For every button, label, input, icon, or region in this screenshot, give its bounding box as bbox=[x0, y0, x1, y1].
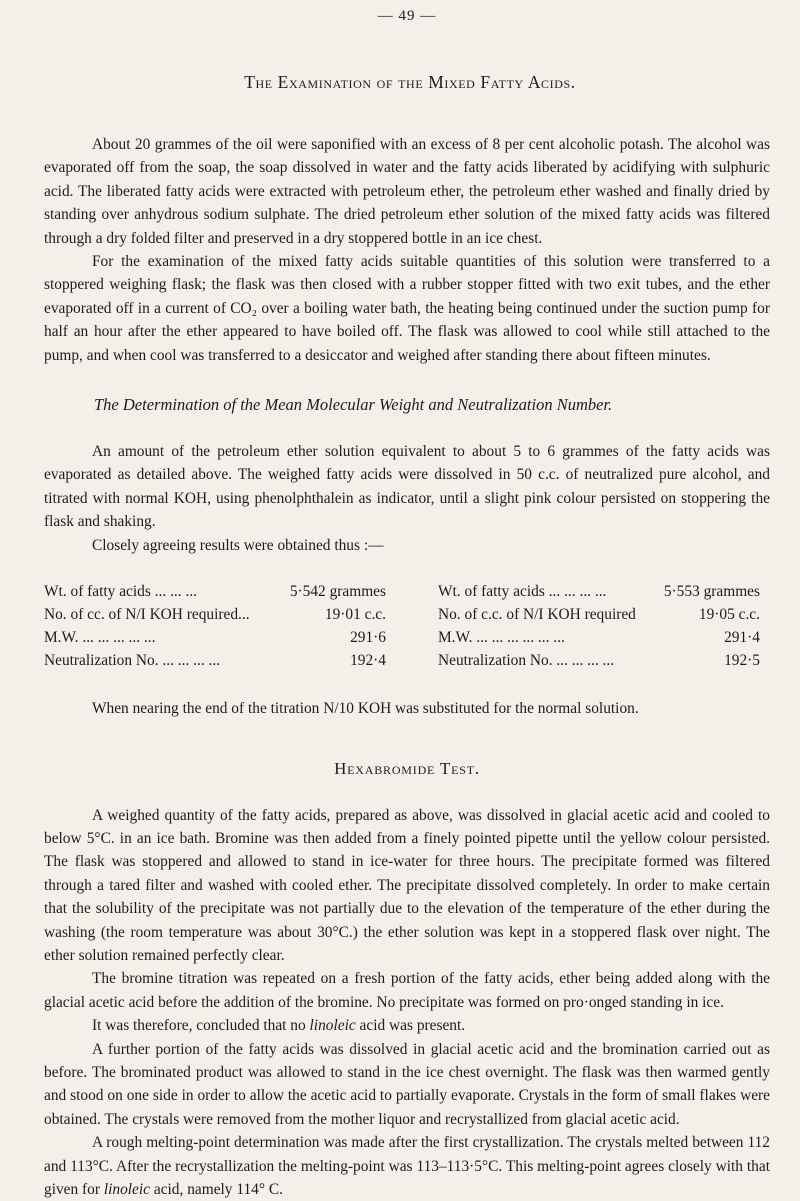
result-value: 19·01 c.c. bbox=[324, 606, 386, 624]
results-table bbox=[44, 580, 770, 672]
paragraph: An amount of the petroleum ether solution equivalent to about 5 to 6 grammes of the fatty acids was evaporated as detailed above. The weighed fatty acids were dissolved in 50 c.c. of neutralized pure alcohol, and titrated with normal KOH, using phenolphthalein as indicator, until a slight pink colour persisted on stoppering the flask and shaking. bbox=[44, 443, 770, 531]
result-label: Neutralization No. ... ... ... ... bbox=[44, 652, 221, 670]
section-heading-molecular-weight: The Determination of the Mean Molecular Weight and Neutralization Number. bbox=[94, 395, 613, 415]
text-span: acid was present. bbox=[355, 1017, 466, 1035]
result-label: No. of c.c. of N/I KOH required bbox=[438, 606, 636, 624]
results-row bbox=[44, 649, 394, 672]
paragraph: A further portion of the fatty acids was dissolved in glacial acetic acid and the bromination carried out as before. The brominated product was allowed to stand in the ice chest overnight. The flask was then warmed gently and stood on one side in order to allow the acetic acid to partially evaporate. Crystals in the form of small flakes were obtained. The crystals were removed from the mother liquor and recrystallized from glacial acetic acid. bbox=[44, 1040, 770, 1128]
section-heading-examination: The Examination of the Mixed Fatty Acids. bbox=[244, 72, 576, 92]
result-label: M.W. ... ... ... ... ... ... bbox=[438, 629, 565, 647]
paragraph bbox=[44, 1131, 770, 1201]
results-column-right bbox=[438, 580, 770, 672]
italic-term: linoleic bbox=[103, 1181, 151, 1198]
result-value: 19·05 c.c. bbox=[698, 606, 760, 624]
results-row bbox=[44, 603, 394, 626]
italic-term: linoleic bbox=[309, 1017, 356, 1035]
text-span: A rough melting-point determination was made after the first crystallization. The crystals melted between 112 and 113°C. After the recrystallization the melting-point was 113–113·5°C. This melting-point agrees closely with that given for bbox=[44, 1134, 770, 1198]
paragraph: For the examination of the mixed fatty acids suitable quantities of this solution were transferred to a stoppered weighing flask; the flask was then closed with a rubber stopper fitted with two exit tubes, and the ether evaporated off in a current of CO₂ over a boiling water bath, the heating being continued under the suction pump for half an hour after the ether appeared to have boiled off. The flask was allowed to cool while still attached to the pump, and when cool was transferred to a desiccator and weighed after standing there about fifteen minutes. bbox=[44, 253, 770, 364]
paragraph: When nearing the end of the titration N/10 KOH was substituted for the normal solution. bbox=[92, 700, 639, 718]
result-label: No. of cc. of N/I KOH required... bbox=[44, 606, 250, 624]
result-value: 192·5 bbox=[724, 652, 760, 670]
results-row bbox=[438, 603, 768, 626]
section-heading-hexabromide: Hexabromide Test. bbox=[334, 758, 480, 778]
results-column-left bbox=[44, 580, 394, 672]
paragraph bbox=[44, 1014, 770, 1037]
results-row bbox=[44, 580, 394, 603]
results-row bbox=[438, 649, 768, 672]
result-label: M.W. ... ... ... ... ... bbox=[44, 629, 156, 647]
paragraph: A weighed quantity of the fatty acids, prepared as above, was dissolved in glacial acetic acid and cooled to below 5°C. in an ice bath. Bromine was then added from a finely pointed pipette until the yellow colour persisted. The flask was stoppered and allowed to stand in ice-water for three hours. The precipitate formed was filtered through a tared filter and washed with cooled ether. The precipitate dissolved completely. In order to make certain that the solubility of the precipitate was not partially due to the elevation of the temperature of the ether during the washing (the room temperature was about 30°C.) the ether solution was kept in a stoppered flask over night. The ether solution remained perfectly clear. bbox=[44, 806, 770, 964]
text-span: It was therefore, concluded that no bbox=[92, 1017, 310, 1035]
result-label: Wt. of fatty acids ... ... ... ... bbox=[438, 583, 607, 601]
page-number: — 49 — bbox=[377, 8, 437, 24]
result-label: Wt. of fatty acids ... ... ... bbox=[44, 583, 198, 601]
results-row bbox=[438, 580, 768, 603]
paragraph: Closely agreeing results were obtained thus :— bbox=[92, 536, 384, 554]
result-value: 291·4 bbox=[724, 629, 760, 647]
result-value: 5·542 grammes bbox=[289, 583, 386, 601]
paragraph: About 20 grammes of the oil were saponified with an excess of 8 per cent alcoholic potash. The alcohol was evaporated off from the soap, the soap dissolved in water and the fatty acids liberated by acidifying with sulphuric acid. The liberated fatty acids were extracted with petroleum ether, the petroleum ether washed and finally dried by standing over anhydrous sodium sulphate. The dried petroleum ether solution of the mixed fatty acids was filtered through a dry folded filter and preserved in a dry stoppered bottle in an ice chest. bbox=[44, 136, 770, 247]
result-value: 192·4 bbox=[350, 652, 386, 670]
result-value: 5·553 grammes bbox=[663, 583, 760, 601]
paragraph: The bromine titration was repeated on a fresh portion of the fatty acids, ether being added along with the glacial acetic acid before the addition of the bromine. No precipitate was formed on pro·onged standing in ice. bbox=[44, 970, 770, 1011]
results-row bbox=[438, 626, 768, 649]
text-span: acid, namely 114° C. bbox=[150, 1181, 283, 1198]
result-label: Neutralization No. ... ... ... ... bbox=[438, 652, 615, 670]
result-value: 291·6 bbox=[350, 629, 386, 647]
results-row bbox=[44, 626, 394, 649]
